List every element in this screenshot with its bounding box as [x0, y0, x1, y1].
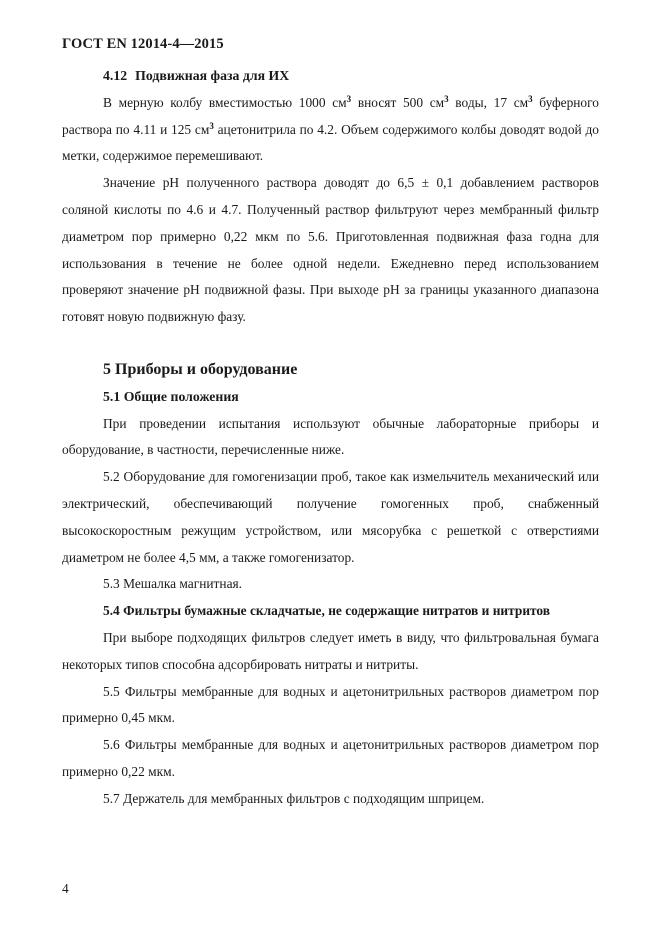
subsection-heading-4-12 [62, 63, 599, 90]
text-run: вносят 500 см [351, 94, 445, 110]
subsection-number: 4.12 [103, 68, 128, 83]
document-body [62, 63, 599, 813]
paragraph-5-3: 5.3 Мешалка магнитная. [103, 576, 243, 592]
paragraph-5-4: При выборе подходящих фильтров следует иметь в виду, что фильтровальная бумага некоторых типов способна адсорбировать нитраты и нитриты. [62, 629, 599, 672]
subsection-heading-5-4: 5.4 Фильтры бумажные складчатые, не содержащие нитратов и нитритов [103, 603, 551, 619]
paragraph-5-1: При проведении испытания используют обычные лабораторные приборы и оборудование, в частности, перечисленные ниже. [62, 415, 599, 458]
text-run: ацетонитрила по 4.2. Объем содержимого колбы доводят водой до метки, содержимое перемешивают. [62, 121, 599, 164]
page-number: 4 [62, 881, 69, 896]
superscript: 3 [346, 93, 352, 104]
superscript: 3 [528, 93, 533, 104]
text-run: В мерную колбу вместимостью 1000 см [103, 94, 347, 110]
paragraph-4-12-1 [62, 90, 599, 170]
section-heading-5: 5 Приборы и оборудование [103, 360, 298, 378]
paragraph-4-12-2: Значение pH полученного раствора доводят до 6,5 ± 0,1 добавлением растворов соляной кислоты по 4.6 и 4.7. Полученный раствор фильтруют через мембранный фильтр диаметром пор примерно 0,22 мкм по 5.6. Приготовленная подвижная фаза годна для использования в течение не более одной недели. Ежедневно перед использованием проверяют значение pH подвижной фазы. При выходе pH за границы указанного диапазона готовят новую подвижную фазу. [62, 175, 599, 325]
subsection-heading-5-1: 5.1 Общие положения [103, 388, 239, 404]
paragraph-5-5: 5.5 Фильтры мембранные для водных и ацетонитрильных растворов диаметром пор примерно 0,45 мкм. [62, 683, 599, 726]
text-run: буферного раствора по 4.11 и 125 см [62, 94, 599, 137]
paragraph-5-2: 5.2 Оборудование для гомогенизации проб, такое как измельчитель механический или электрический, обеспечивающий получение гомогенных проб, снабженный высокоскоростным режущим устройством, или мясорубка с решеткой с отверстиями диаметром не более 4,5 мм, а также гомогенизатор. [62, 469, 599, 565]
subsection-title: Подвижная фаза для ИХ [135, 68, 290, 83]
paragraph-5-6: 5.6 Фильтры мембранные для водных и ацетонитрильных растворов диаметром пор примерно 0,22 мкм. [62, 737, 599, 779]
paragraph-5-7: 5.7 Держатель для мембранных фильтров с подходящим шприцем. [103, 790, 485, 806]
document-header: ГОСТ EN 12014-4—2015 [62, 36, 224, 52]
superscript: 3 [209, 120, 214, 131]
text-run: воды, 17 см [448, 94, 529, 110]
superscript: 3 [444, 93, 449, 104]
